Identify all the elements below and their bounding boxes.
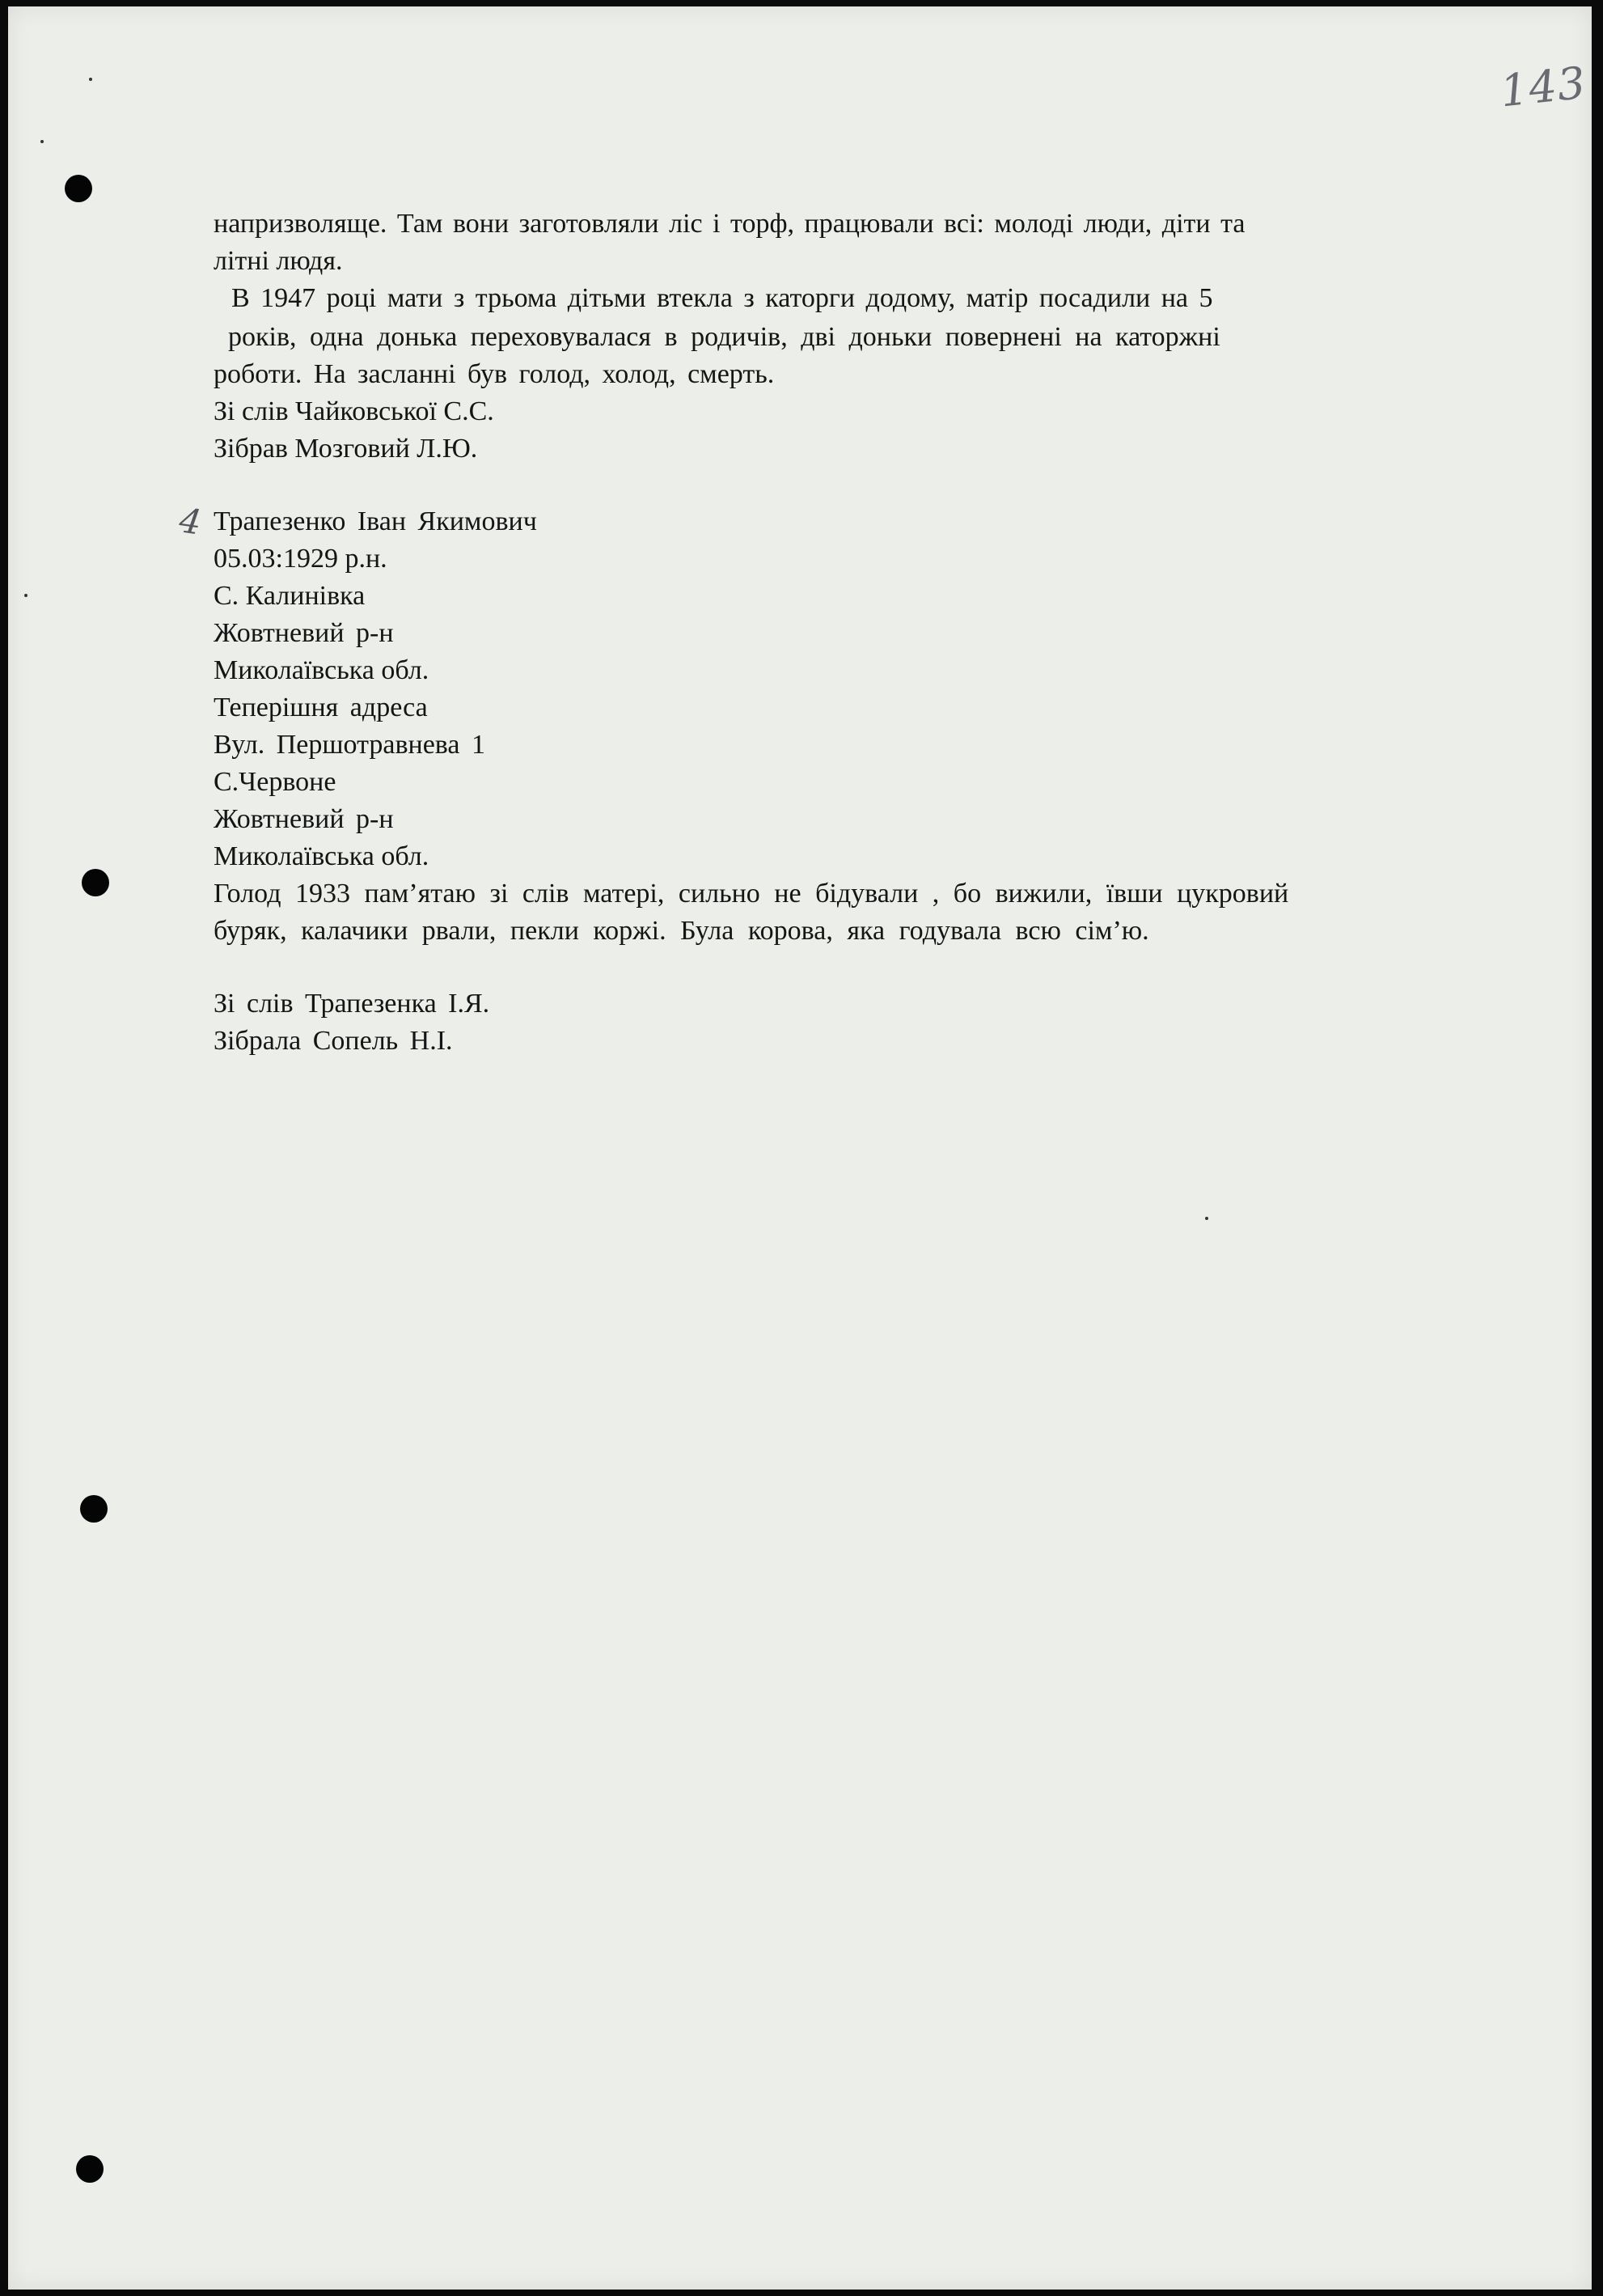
entry-source: Зі слів Трапезенка І.Я.	[214, 989, 490, 1019]
entry-collector: Зібрала Сопель Н.І.	[214, 1026, 453, 1056]
prev-entry-line-4: років, одна донька переховувалася в родичів, дві доньки повернені на каторжні	[228, 322, 1220, 352]
scan-speck	[24, 594, 27, 597]
entry-street: Вул. Першотравнева 1	[214, 730, 485, 760]
entry-birth-district: Жовтневий р-н	[214, 618, 394, 648]
entry-birth-region: Миколаївська обл.	[214, 655, 429, 685]
punch-hole-4	[76, 2155, 104, 2183]
prev-entry-line-3: В 1947 році мати з трьома дітьми втекла з каторги додому, матір посадили на 5	[231, 283, 1213, 313]
prev-entry-line-1	[214, 210, 1472, 238]
punch-hole-2	[82, 869, 109, 896]
document-page	[8, 6, 1592, 2290]
prev-entry-collector: Зібрав Мозговий Л.Ю.	[214, 434, 478, 464]
entry-number-handwritten: 4	[176, 500, 205, 543]
prev-entry-line-5: роботи. На засланні був голод, холод, смерть.	[214, 359, 775, 389]
scan-speck	[1205, 1217, 1208, 1220]
entry-birth-village: С. Калинівка	[214, 581, 366, 611]
line-text: напризволяще. Там вони заготовляли ліс і торф, працювали всі: молоді люди, діти та	[214, 209, 1246, 239]
prev-entry-source: Зі слів Чайковської С.С.	[214, 396, 494, 426]
entry-address-label: Теперішня адреса	[214, 693, 428, 722]
punch-hole-1	[65, 175, 92, 202]
entry-district: Жовтневий р-н	[214, 804, 394, 834]
entry-name: Трапезенко Іван Якимович	[214, 506, 537, 536]
entry-testimony-line-1: Голод 1933 пам’ятаю зі слів матері, сильно не бідували , бо вижили, ївши цукровий	[214, 879, 1289, 909]
entry-birth-date: 05.03:1929 р.н.	[214, 544, 387, 574]
scan-speck	[89, 78, 92, 81]
page-number-handwritten: 143	[1497, 57, 1589, 117]
scan-speck	[40, 140, 44, 143]
entry-testimony-line-2: буряк, калачики рвали, пекли коржі. Була корова, яка годувала всю сім’ю.	[214, 916, 1149, 946]
entry-region: Миколаївська обл.	[214, 841, 429, 871]
prev-entry-line-2: літні людя.	[214, 246, 343, 276]
punch-hole-3	[80, 1495, 108, 1523]
entry-village: С.Червоне	[214, 767, 336, 797]
